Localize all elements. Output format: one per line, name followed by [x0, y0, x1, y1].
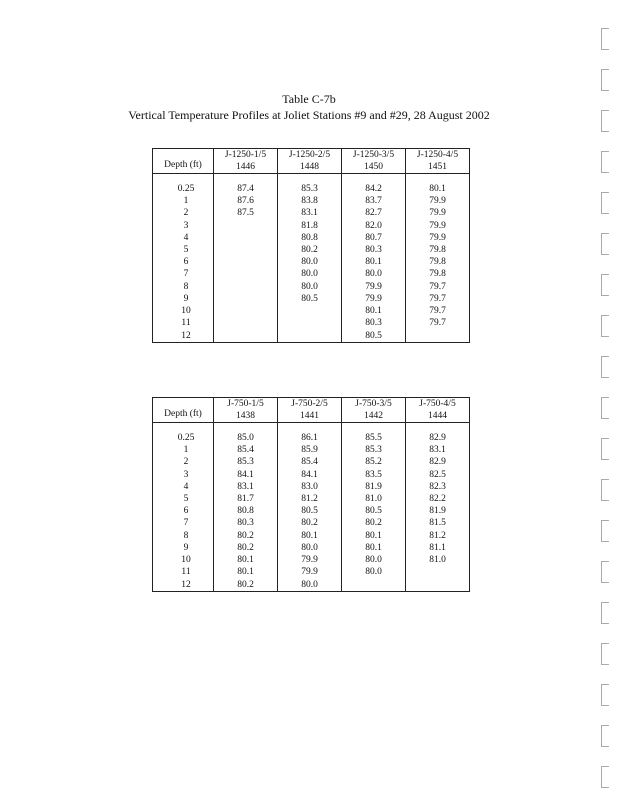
- depth-cell: 5: [153, 244, 214, 256]
- temperature-cell: 79.9: [342, 293, 406, 305]
- temperature-cell: 83.1: [278, 207, 342, 219]
- temperature-cell: 80.8: [214, 505, 278, 517]
- temperature-cell: 81.0: [342, 493, 406, 505]
- table-row: [153, 317, 470, 329]
- temperature-cell: [342, 578, 406, 592]
- time-label: 1438: [236, 411, 255, 421]
- temperature-cell: 80.0: [278, 268, 342, 280]
- depth-cell: 4: [153, 232, 214, 244]
- temperature-cell: 87.6: [214, 195, 278, 207]
- temperature-cell: 84.1: [278, 469, 342, 481]
- spacer-cell: [278, 174, 342, 184]
- temperature-cell: 81.7: [214, 493, 278, 505]
- temperature-cell: 80.2: [342, 517, 406, 529]
- table-row: [153, 542, 470, 554]
- spacer-cell: [153, 423, 214, 433]
- spacer-cell: [153, 174, 214, 184]
- temperature-cell: 83.7: [342, 195, 406, 207]
- temperature-cell: [214, 329, 278, 343]
- temperature-cell: 80.0: [342, 268, 406, 280]
- temperature-cell: 87.5: [214, 207, 278, 219]
- depth-cell: 9: [153, 542, 214, 554]
- header-row: [153, 398, 470, 423]
- temperature-cell: 85.3: [214, 456, 278, 468]
- temperature-cell: 80.1: [406, 183, 470, 195]
- temperature-cell: 80.1: [342, 542, 406, 554]
- temperature-cell: 80.2: [278, 244, 342, 256]
- spacer-cell: [406, 423, 470, 433]
- binder-ring: [601, 151, 609, 173]
- depth-cell: 11: [153, 566, 214, 578]
- temperature-cell: 80.0: [342, 566, 406, 578]
- station-label: J-1250-4/5: [416, 150, 459, 160]
- depth-cell: 6: [153, 505, 214, 517]
- temperature-cell: [406, 578, 470, 592]
- temperature-cell: 80.7: [342, 232, 406, 244]
- column-header: [278, 398, 342, 423]
- table-row: [153, 232, 470, 244]
- binder-ring: [601, 28, 609, 50]
- binder-ring: [601, 602, 609, 624]
- temperature-cell: 80.1: [278, 530, 342, 542]
- temperature-cell: 80.0: [342, 554, 406, 566]
- temperature-cell: [214, 305, 278, 317]
- temperature-cell: 79.7: [406, 305, 470, 317]
- temperature-cell: 80.0: [278, 542, 342, 554]
- temperature-cell: [278, 305, 342, 317]
- table-row: [153, 281, 470, 293]
- temperature-cell: 79.9: [406, 220, 470, 232]
- table-row: [153, 207, 470, 219]
- depth-cell: 0.25: [153, 183, 214, 195]
- temperature-cell: 81.8: [278, 220, 342, 232]
- temperature-cell: 80.2: [214, 578, 278, 592]
- table-body: [153, 174, 470, 343]
- temperature-cell: 87.4: [214, 183, 278, 195]
- temperature-cell: [406, 329, 470, 343]
- depth-cell: 5: [153, 493, 214, 505]
- header-row: [153, 149, 470, 174]
- table-row: [153, 329, 470, 343]
- table-row: [153, 444, 470, 456]
- temperature-cell: 80.3: [342, 317, 406, 329]
- station-label: J-1250-1/5: [224, 150, 267, 160]
- temperature-table-j750: [152, 397, 470, 592]
- temperature-cell: 80.1: [214, 566, 278, 578]
- temperature-cell: 81.2: [406, 530, 470, 542]
- temperature-cell: 82.9: [406, 432, 470, 444]
- temperature-cell: 82.9: [406, 456, 470, 468]
- depth-cell: 2: [153, 207, 214, 219]
- table-body: [153, 423, 470, 592]
- temperature-cell: [278, 317, 342, 329]
- spacer-row: [153, 174, 470, 184]
- temperature-cell: 80.2: [278, 517, 342, 529]
- temperature-cell: 80.1: [342, 256, 406, 268]
- depth-cell: 12: [153, 329, 214, 343]
- temperature-cell: 80.8: [278, 232, 342, 244]
- temperature-cell: 85.3: [342, 444, 406, 456]
- table-row: [153, 456, 470, 468]
- column-header: [406, 149, 470, 174]
- spacer-cell: [214, 423, 278, 433]
- table-row: [153, 220, 470, 232]
- temperature-cell: 79.8: [406, 256, 470, 268]
- temperature-cell: 82.5: [406, 469, 470, 481]
- station-label: J-750-1/5: [227, 399, 264, 409]
- temperature-cell: 85.5: [342, 432, 406, 444]
- column-header: [278, 149, 342, 174]
- depth-cell: 1: [153, 195, 214, 207]
- temperature-cell: [214, 293, 278, 305]
- temperature-cell: 80.3: [214, 517, 278, 529]
- depth-cell: 3: [153, 220, 214, 232]
- binder-ring: [601, 643, 609, 665]
- table-subtitle: Vertical Temperature Profiles at Joliet Stations #9 and #29, 28 August 2002: [128, 108, 490, 122]
- temperature-cell: 83.8: [278, 195, 342, 207]
- temperature-cell: 79.9: [406, 195, 470, 207]
- depth-header: Depth (ft): [153, 398, 214, 423]
- temperature-cell: 80.5: [342, 329, 406, 343]
- depth-cell: 3: [153, 469, 214, 481]
- temperature-cell: 80.0: [278, 256, 342, 268]
- table-row: [153, 432, 470, 444]
- depth-cell: 7: [153, 268, 214, 280]
- temperature-cell: 79.8: [406, 268, 470, 280]
- temperature-cell: 85.4: [278, 456, 342, 468]
- temperature-cell: 82.0: [342, 220, 406, 232]
- temperature-cell: 80.0: [278, 281, 342, 293]
- temperature-cell: 85.9: [278, 444, 342, 456]
- temperature-cell: [214, 317, 278, 329]
- binder-ring: [601, 479, 609, 501]
- temperature-cell: [406, 566, 470, 578]
- temperature-cell: 84.2: [342, 183, 406, 195]
- table-row: [153, 554, 470, 566]
- spacer-row: [153, 423, 470, 433]
- spacer-cell: [342, 174, 406, 184]
- temperature-cell: 83.0: [278, 481, 342, 493]
- temperature-cell: [214, 281, 278, 293]
- temperature-cell: 80.1: [342, 530, 406, 542]
- temperature-cell: 82.2: [406, 493, 470, 505]
- binder-ring: [601, 766, 609, 788]
- table-row: [153, 578, 470, 592]
- table-row: [153, 305, 470, 317]
- temperature-cell: 79.9: [406, 207, 470, 219]
- table-row: [153, 293, 470, 305]
- temperature-cell: 80.5: [342, 505, 406, 517]
- spacer-cell: [214, 174, 278, 184]
- binder-ring: [601, 110, 609, 132]
- depth-cell: 10: [153, 554, 214, 566]
- table-row: [153, 195, 470, 207]
- column-header: [342, 398, 406, 423]
- temperature-cell: 85.0: [214, 432, 278, 444]
- temperature-cell: 83.5: [342, 469, 406, 481]
- table-row: [153, 183, 470, 195]
- binder-ring: [601, 192, 609, 214]
- temperature-cell: 79.8: [406, 244, 470, 256]
- temperature-cell: 85.2: [342, 456, 406, 468]
- depth-cell: 8: [153, 530, 214, 542]
- time-label: 1451: [428, 162, 447, 172]
- time-label: 1446: [236, 162, 255, 172]
- station-label: J-1250-2/5: [288, 150, 331, 160]
- temperature-cell: 80.1: [342, 305, 406, 317]
- time-label: 1450: [364, 162, 383, 172]
- table-row: [153, 566, 470, 578]
- temperature-cell: 82.7: [342, 207, 406, 219]
- table-title: Table C-7b: [282, 92, 336, 106]
- temperature-cell: 80.5: [278, 505, 342, 517]
- binder-ring: [601, 69, 609, 91]
- temperature-cell: [214, 268, 278, 280]
- temperature-cell: [214, 256, 278, 268]
- depth-cell: 11: [153, 317, 214, 329]
- depth-cell: 10: [153, 305, 214, 317]
- temperature-cell: 80.2: [214, 530, 278, 542]
- depth-cell: 1: [153, 444, 214, 456]
- binder-ring: [601, 397, 609, 419]
- temperature-cell: 80.5: [278, 293, 342, 305]
- temperature-cell: 79.7: [406, 293, 470, 305]
- table-row: [153, 268, 470, 280]
- temperature-cell: 81.0: [406, 554, 470, 566]
- temperature-cell: 79.9: [278, 554, 342, 566]
- binder-ring: [601, 315, 609, 337]
- table-row: [153, 256, 470, 268]
- depth-cell: 12: [153, 578, 214, 592]
- column-header: [214, 149, 278, 174]
- depth-header: Depth (ft): [153, 149, 214, 174]
- depth-cell: 6: [153, 256, 214, 268]
- temperature-cell: 81.1: [406, 542, 470, 554]
- spacer-cell: [278, 423, 342, 433]
- binder-ring: [601, 561, 609, 583]
- temperature-cell: 86.1: [278, 432, 342, 444]
- binder-ring: [601, 233, 609, 255]
- temperature-cell: 85.3: [278, 183, 342, 195]
- spacer-cell: [342, 423, 406, 433]
- binder-ring: [601, 520, 609, 542]
- table-row: [153, 493, 470, 505]
- temperature-cell: 85.4: [214, 444, 278, 456]
- binder-ring: [601, 684, 609, 706]
- table-row: [153, 481, 470, 493]
- station-label: J-750-4/5: [419, 399, 456, 409]
- depth-cell: 2: [153, 456, 214, 468]
- column-header: [406, 398, 470, 423]
- temperature-cell: 80.3: [342, 244, 406, 256]
- temperature-table-j1250: [152, 148, 470, 343]
- temperature-cell: 81.2: [278, 493, 342, 505]
- temperature-cell: 83.1: [406, 444, 470, 456]
- table-row: [153, 244, 470, 256]
- depth-cell: 4: [153, 481, 214, 493]
- binder-ring: [601, 438, 609, 460]
- column-header: [342, 149, 406, 174]
- time-label: 1442: [364, 411, 383, 421]
- binder-ring: [601, 274, 609, 296]
- temperature-cell: 79.9: [278, 566, 342, 578]
- station-label: J-750-3/5: [355, 399, 392, 409]
- temperature-cell: 79.9: [406, 232, 470, 244]
- table-row: [153, 469, 470, 481]
- depth-cell: 8: [153, 281, 214, 293]
- binder-ring: [601, 356, 609, 378]
- table-row: [153, 505, 470, 517]
- temperature-cell: 79.7: [406, 317, 470, 329]
- column-header: [214, 398, 278, 423]
- temperature-cell: [214, 220, 278, 232]
- station-label: J-750-2/5: [291, 399, 328, 409]
- temperature-cell: 81.9: [406, 505, 470, 517]
- temperature-cell: [214, 244, 278, 256]
- depth-cell: 7: [153, 517, 214, 529]
- spacer-cell: [406, 174, 470, 184]
- temperature-cell: 79.7: [406, 281, 470, 293]
- temperature-cell: 79.9: [342, 281, 406, 293]
- temperature-cell: [214, 232, 278, 244]
- station-label: J-1250-3/5: [352, 150, 395, 160]
- temperature-cell: 80.0: [278, 578, 342, 592]
- time-label: 1444: [428, 411, 447, 421]
- table-row: [153, 517, 470, 529]
- time-label: 1448: [300, 162, 319, 172]
- temperature-cell: 82.3: [406, 481, 470, 493]
- depth-cell: 9: [153, 293, 214, 305]
- temperature-cell: 84.1: [214, 469, 278, 481]
- binder-ring: [601, 725, 609, 747]
- time-label: 1441: [300, 411, 319, 421]
- table-row: [153, 530, 470, 542]
- temperature-cell: [278, 329, 342, 343]
- temperature-cell: 83.1: [214, 481, 278, 493]
- temperature-cell: 81.5: [406, 517, 470, 529]
- temperature-cell: 81.9: [342, 481, 406, 493]
- temperature-cell: 80.2: [214, 542, 278, 554]
- depth-cell: 0.25: [153, 432, 214, 444]
- temperature-cell: 80.1: [214, 554, 278, 566]
